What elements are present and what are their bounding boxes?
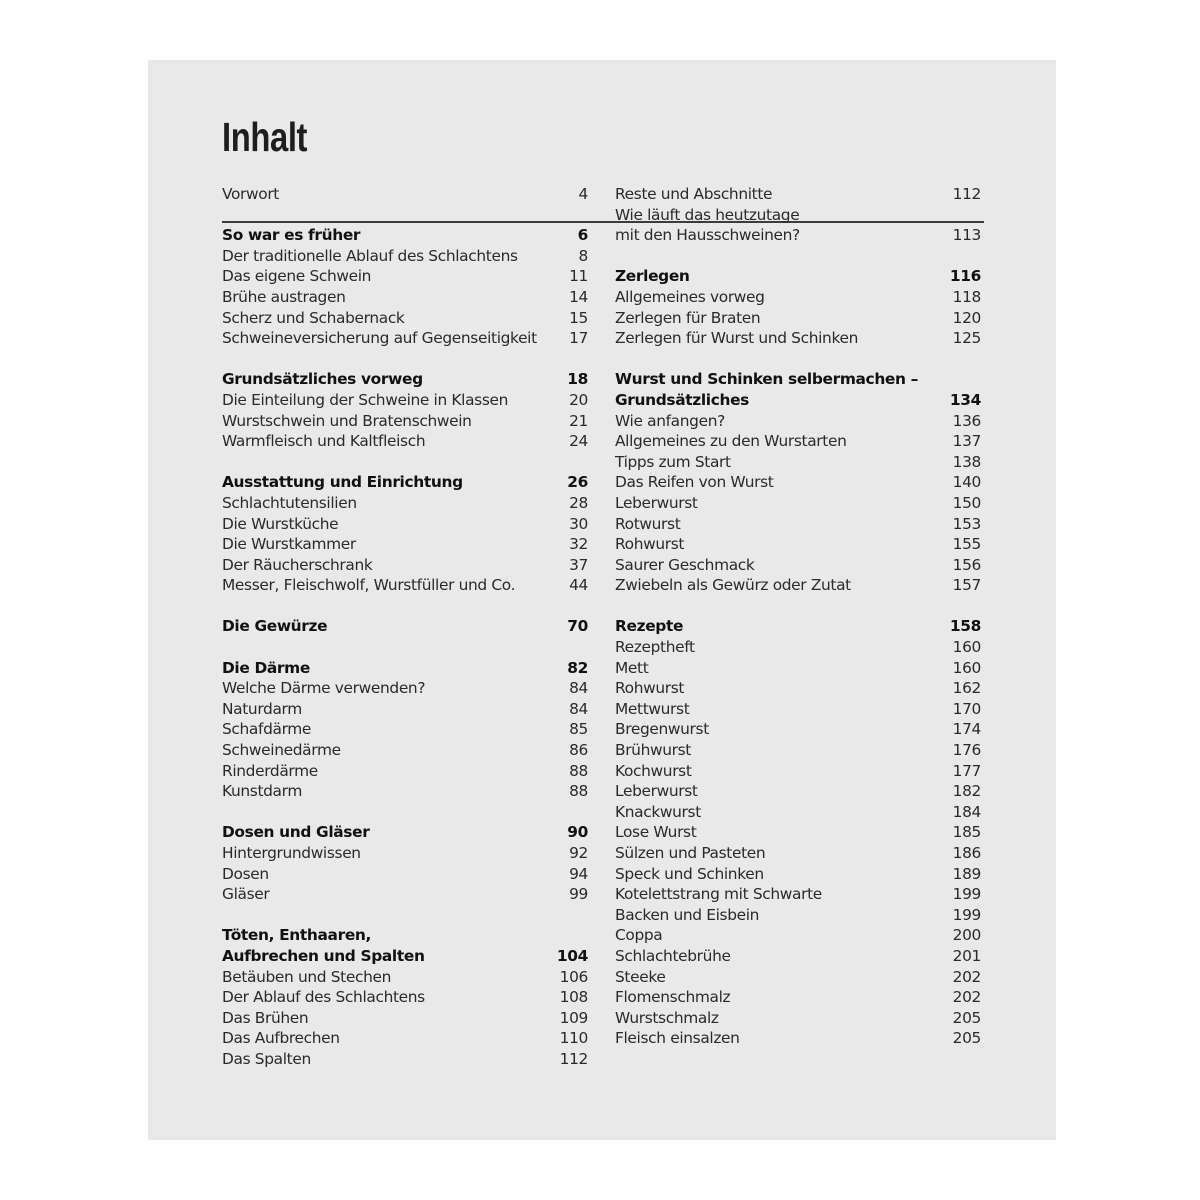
page-title: Inhalt (222, 114, 308, 160)
toc-page-number: 157 (952, 576, 981, 595)
toc-page-number: 177 (952, 761, 981, 780)
toc-label: Bregenwurst (615, 720, 709, 739)
toc-entry (222, 493, 588, 514)
toc-label: Zerlegen für Wurst und Schinken (615, 329, 858, 348)
toc-entry (615, 1008, 981, 1029)
toc-page-number: 116 (949, 267, 981, 286)
toc-label: mit den Hausschweinen? (615, 226, 800, 245)
toc-label: Schlachtutensilien (222, 493, 357, 512)
toc-entry (615, 987, 981, 1008)
toc-page-number: 160 (952, 638, 981, 657)
toc-entry (615, 781, 981, 802)
toc-label: So war es früher (222, 226, 361, 245)
toc-label: Hintergrundwissen (222, 844, 361, 862)
toc-heading (222, 225, 588, 246)
toc-page-number: 137 (952, 432, 981, 451)
toc-entry (615, 472, 981, 493)
toc-page-number: 153 (952, 514, 981, 533)
toc-entry (222, 678, 588, 699)
toc-label: Wie läuft das heutzutage (615, 205, 800, 224)
toc-entry (222, 575, 588, 596)
toc-entry (615, 637, 981, 658)
toc-label: Messer, Fleischwolf, Wurstfüller und Co. (222, 576, 516, 595)
toc-label: Die Wurstküche (222, 514, 339, 533)
toc-entry (615, 719, 981, 740)
toc-page-number: 186 (952, 844, 981, 862)
toc-label: Warmfleisch und Kaltfleisch (222, 432, 426, 451)
toc-label: Schafdärme (222, 720, 312, 739)
toc-page-number: 170 (952, 699, 981, 718)
toc-label: Das Aufbrechen (222, 1029, 340, 1048)
toc-label: Steeke (615, 967, 666, 986)
toc-label: Kochwurst (615, 761, 692, 780)
toc-page-number: 113 (952, 226, 981, 245)
toc-page-number: 125 (952, 329, 981, 348)
toc-page-number: 4 (578, 185, 588, 203)
toc-page-number: 84 (569, 699, 588, 718)
toc-label: Naturdarm (222, 699, 302, 718)
toc-label: Rohwurst (615, 535, 685, 554)
toc-page-number: 6 (577, 226, 588, 245)
toc-label: Leberwurst (615, 493, 698, 512)
toc-label: Der traditionelle Ablauf des Schlachtens (222, 246, 518, 265)
toc-page-number: 136 (952, 411, 981, 430)
toc-entry (615, 761, 981, 782)
book-page (148, 60, 1056, 1140)
toc-label: Schweineversicherung auf Gegenseitigkeit (222, 329, 537, 348)
toc-label: Grundsätzliches (615, 390, 749, 409)
toc-entry (222, 719, 588, 740)
toc-page-number: 86 (569, 741, 588, 760)
toc-entry (615, 658, 981, 679)
toc-page-number: 155 (952, 535, 981, 554)
toc-entry (615, 555, 981, 576)
toc-page-number: 94 (569, 864, 588, 883)
toc-label: Knackwurst (615, 802, 701, 821)
toc-page-number: 11 (569, 267, 588, 286)
toc-label: Töten, Enthaaren, (222, 926, 372, 945)
toc-page-number: 201 (952, 946, 981, 965)
toc-heading (615, 369, 981, 390)
toc-label: Ausstattung und Einrichtung (222, 473, 463, 492)
toc-column-left (222, 184, 588, 1070)
toc-entry (615, 287, 981, 308)
toc-entry (615, 431, 981, 452)
toc-label: Lose Wurst (615, 823, 697, 842)
toc-page-number: 112 (559, 1049, 588, 1068)
toc-entry (222, 699, 588, 720)
toc-entry (222, 411, 588, 432)
toc-page-number: 160 (952, 658, 981, 677)
toc-page-number: 176 (952, 741, 981, 760)
toc-entry (222, 987, 588, 1008)
toc-label: Welche Därme verwenden? (222, 679, 426, 698)
toc-entry (615, 534, 981, 555)
toc-entry (615, 1028, 981, 1049)
toc-entry (222, 1049, 588, 1070)
toc-page-number: 92 (569, 844, 588, 862)
toc-page-number: 156 (952, 555, 981, 574)
toc-label: Das eigene Schwein (222, 267, 372, 286)
toc-page-number: 182 (952, 782, 981, 801)
toc-label: Kotelettstrang mit Schwarte (615, 885, 822, 904)
toc-label: Rinderdärme (222, 761, 318, 780)
toc-page-number: 205 (952, 1029, 981, 1048)
toc-label: Sülzen und Pasteten (615, 844, 766, 862)
toc-page-number: 17 (569, 329, 588, 348)
toc-entry (222, 308, 588, 329)
toc-page-number: 108 (559, 988, 588, 1007)
toc-entry (615, 328, 981, 349)
toc-entry (222, 967, 588, 988)
toc-page-number: 88 (569, 761, 588, 780)
toc-column-right (615, 184, 981, 1049)
toc-entry (615, 905, 981, 926)
toc-heading (222, 658, 588, 679)
toc-entry (222, 1008, 588, 1029)
toc-label: Die Därme (222, 658, 310, 677)
toc-page-number: 104 (556, 946, 588, 965)
toc-entry (615, 452, 981, 473)
toc-page-number: 110 (559, 1029, 588, 1048)
toc-entry (615, 864, 981, 885)
toc-label: Flomenschmalz (615, 988, 731, 1007)
toc-label: Zwiebeln als Gewürz oder Zutat (615, 576, 851, 595)
toc-page-number: 32 (569, 535, 588, 554)
toc-entry (222, 761, 588, 782)
toc-entry (222, 514, 588, 535)
toc-entry (222, 781, 588, 802)
toc-page-number: 202 (952, 967, 981, 986)
toc-page-number: 106 (559, 967, 588, 986)
toc-entry (222, 266, 588, 287)
toc-label: Schweinedärme (222, 741, 341, 760)
toc-entry (615, 740, 981, 761)
toc-page-number: 199 (952, 885, 981, 904)
toc-label: Die Einteilung der Schweine in Klassen (222, 390, 509, 409)
toc-entry (615, 225, 981, 246)
toc-entry (615, 802, 981, 823)
toc-label: Zerlegen für Braten (615, 308, 761, 327)
toc-page-number: 26 (567, 473, 588, 492)
toc-entry (222, 555, 588, 576)
toc-page-number: 205 (952, 1008, 981, 1027)
toc-heading (222, 616, 588, 637)
toc-label: Wurst und Schinken selbermachen – (615, 370, 918, 389)
toc-label: Rezepte (615, 617, 684, 636)
toc-page-number: 84 (569, 679, 588, 698)
toc-heading (222, 822, 588, 843)
toc-entry (615, 205, 981, 226)
toc-page-number: 8 (578, 246, 588, 265)
toc-label: Der Ablauf des Schlachtens (222, 988, 425, 1007)
toc-label: Brühwurst (615, 741, 691, 760)
toc-label: Dosen (222, 864, 269, 883)
toc-label: Grundsätzliches vorweg (222, 370, 423, 389)
toc-page-number: 118 (952, 287, 981, 306)
toc-heading (222, 369, 588, 390)
toc-entry (222, 534, 588, 555)
toc-entry (615, 699, 981, 720)
toc-label: Coppa (615, 926, 663, 945)
toc-label: Gläser (222, 885, 270, 904)
toc-label: Fleisch einsalzen (615, 1029, 740, 1048)
toc-page-number: 134 (949, 390, 981, 409)
toc-entry (222, 843, 588, 864)
toc-label: Allgemeines zu den Wurstarten (615, 432, 847, 451)
toc-entry (222, 864, 588, 885)
toc-label: Kunstdarm (222, 782, 302, 801)
toc-page-number: 189 (952, 864, 981, 883)
toc-page-number: 162 (952, 679, 981, 698)
toc-label: Der Räucherschrank (222, 555, 373, 574)
toc-page-number: 200 (952, 926, 981, 945)
toc-label: Rezeptheft (615, 638, 695, 657)
toc-page-number: 20 (569, 390, 588, 409)
toc-page-number: 82 (567, 658, 588, 677)
toc-label: Mettwurst (615, 699, 690, 718)
toc-entry (222, 184, 588, 205)
toc-label: Die Wurstkammer (222, 535, 356, 554)
toc-label: Dosen und Gläser (222, 823, 370, 842)
toc-label: Zerlegen (615, 267, 690, 286)
toc-heading (615, 390, 981, 411)
toc-entry (615, 514, 981, 535)
toc-entry (615, 967, 981, 988)
toc-label: Mett (615, 658, 649, 677)
toc-entry (615, 925, 981, 946)
toc-label: Brühe austragen (222, 287, 346, 306)
toc-heading (615, 266, 981, 287)
toc-page-number: 88 (569, 782, 588, 801)
toc-label: Rotwurst (615, 514, 681, 533)
toc-entry (615, 308, 981, 329)
toc-entry (222, 884, 588, 905)
toc-page-number: 150 (952, 493, 981, 512)
toc-entry (615, 493, 981, 514)
toc-label: Vorwort (222, 185, 279, 203)
toc-heading (222, 925, 588, 946)
toc-label: Betäuben und Stechen (222, 967, 392, 986)
toc-label: Das Reifen von Wurst (615, 473, 774, 492)
toc-label: Schlachtebrühe (615, 946, 731, 965)
toc-label: Saurer Geschmack (615, 555, 755, 574)
toc-page-number: 202 (952, 988, 981, 1007)
toc-entry (615, 411, 981, 432)
toc-label: Das Brühen (222, 1008, 309, 1027)
toc-page-number: 30 (569, 514, 588, 533)
toc-label: Aufbrechen und Spalten (222, 946, 425, 965)
toc-label: Rohwurst (615, 679, 685, 698)
toc-page-number: 185 (952, 823, 981, 842)
toc-label: Die Gewürze (222, 617, 328, 636)
toc-label: Reste und Abschnitte (615, 185, 773, 203)
toc-page-number: 112 (952, 185, 981, 203)
toc-entry (615, 678, 981, 699)
toc-entry (222, 740, 588, 761)
toc-page-number: 99 (569, 885, 588, 904)
toc-page-number: 184 (952, 802, 981, 821)
toc-page-number: 90 (567, 823, 588, 842)
toc-page-number: 24 (569, 432, 588, 451)
toc-label: Tipps zum Start (615, 452, 731, 471)
toc-entry (222, 431, 588, 452)
toc-page-number: 18 (567, 370, 588, 389)
toc-entry (222, 246, 588, 267)
toc-entry (222, 328, 588, 349)
toc-page-number: 37 (569, 555, 588, 574)
toc-page-number: 120 (952, 308, 981, 327)
toc-entry (615, 184, 981, 205)
toc-entry (222, 390, 588, 411)
toc-label: Backen und Eisbein (615, 905, 760, 924)
toc-page-number: 44 (569, 576, 588, 595)
toc-page-number: 21 (569, 411, 588, 430)
toc-entry (615, 843, 981, 864)
toc-entry (615, 822, 981, 843)
toc-page-number: 174 (952, 720, 981, 739)
toc-label: Speck und Schinken (615, 864, 764, 883)
toc-heading (615, 616, 981, 637)
toc-entry (615, 575, 981, 596)
toc-label: Das Spalten (222, 1049, 311, 1068)
toc-page-number: 138 (952, 452, 981, 471)
toc-page-number: 15 (569, 308, 588, 327)
toc-page-number: 14 (569, 287, 588, 306)
toc-heading (222, 472, 588, 493)
toc-page-number: 70 (567, 617, 588, 636)
toc-page-number: 158 (949, 617, 981, 636)
toc-heading (222, 946, 588, 967)
toc-label: Allgemeines vorweg (615, 287, 765, 306)
toc-label: Leberwurst (615, 782, 698, 801)
toc-entry (615, 884, 981, 905)
toc-label: Wurstschwein und Bratenschwein (222, 411, 472, 430)
toc-label: Wurstschmalz (615, 1008, 719, 1027)
toc-page-number: 199 (952, 905, 981, 924)
toc-page-number: 109 (559, 1008, 588, 1027)
toc-label: Scherz und Schabernack (222, 308, 405, 327)
toc-page-number: 140 (952, 473, 981, 492)
toc-entry (615, 946, 981, 967)
toc-page-number: 85 (569, 720, 588, 739)
toc-entry (222, 287, 588, 308)
toc-label: Wie anfangen? (615, 411, 725, 430)
toc-page-number: 28 (569, 493, 588, 512)
toc-entry (222, 1028, 588, 1049)
